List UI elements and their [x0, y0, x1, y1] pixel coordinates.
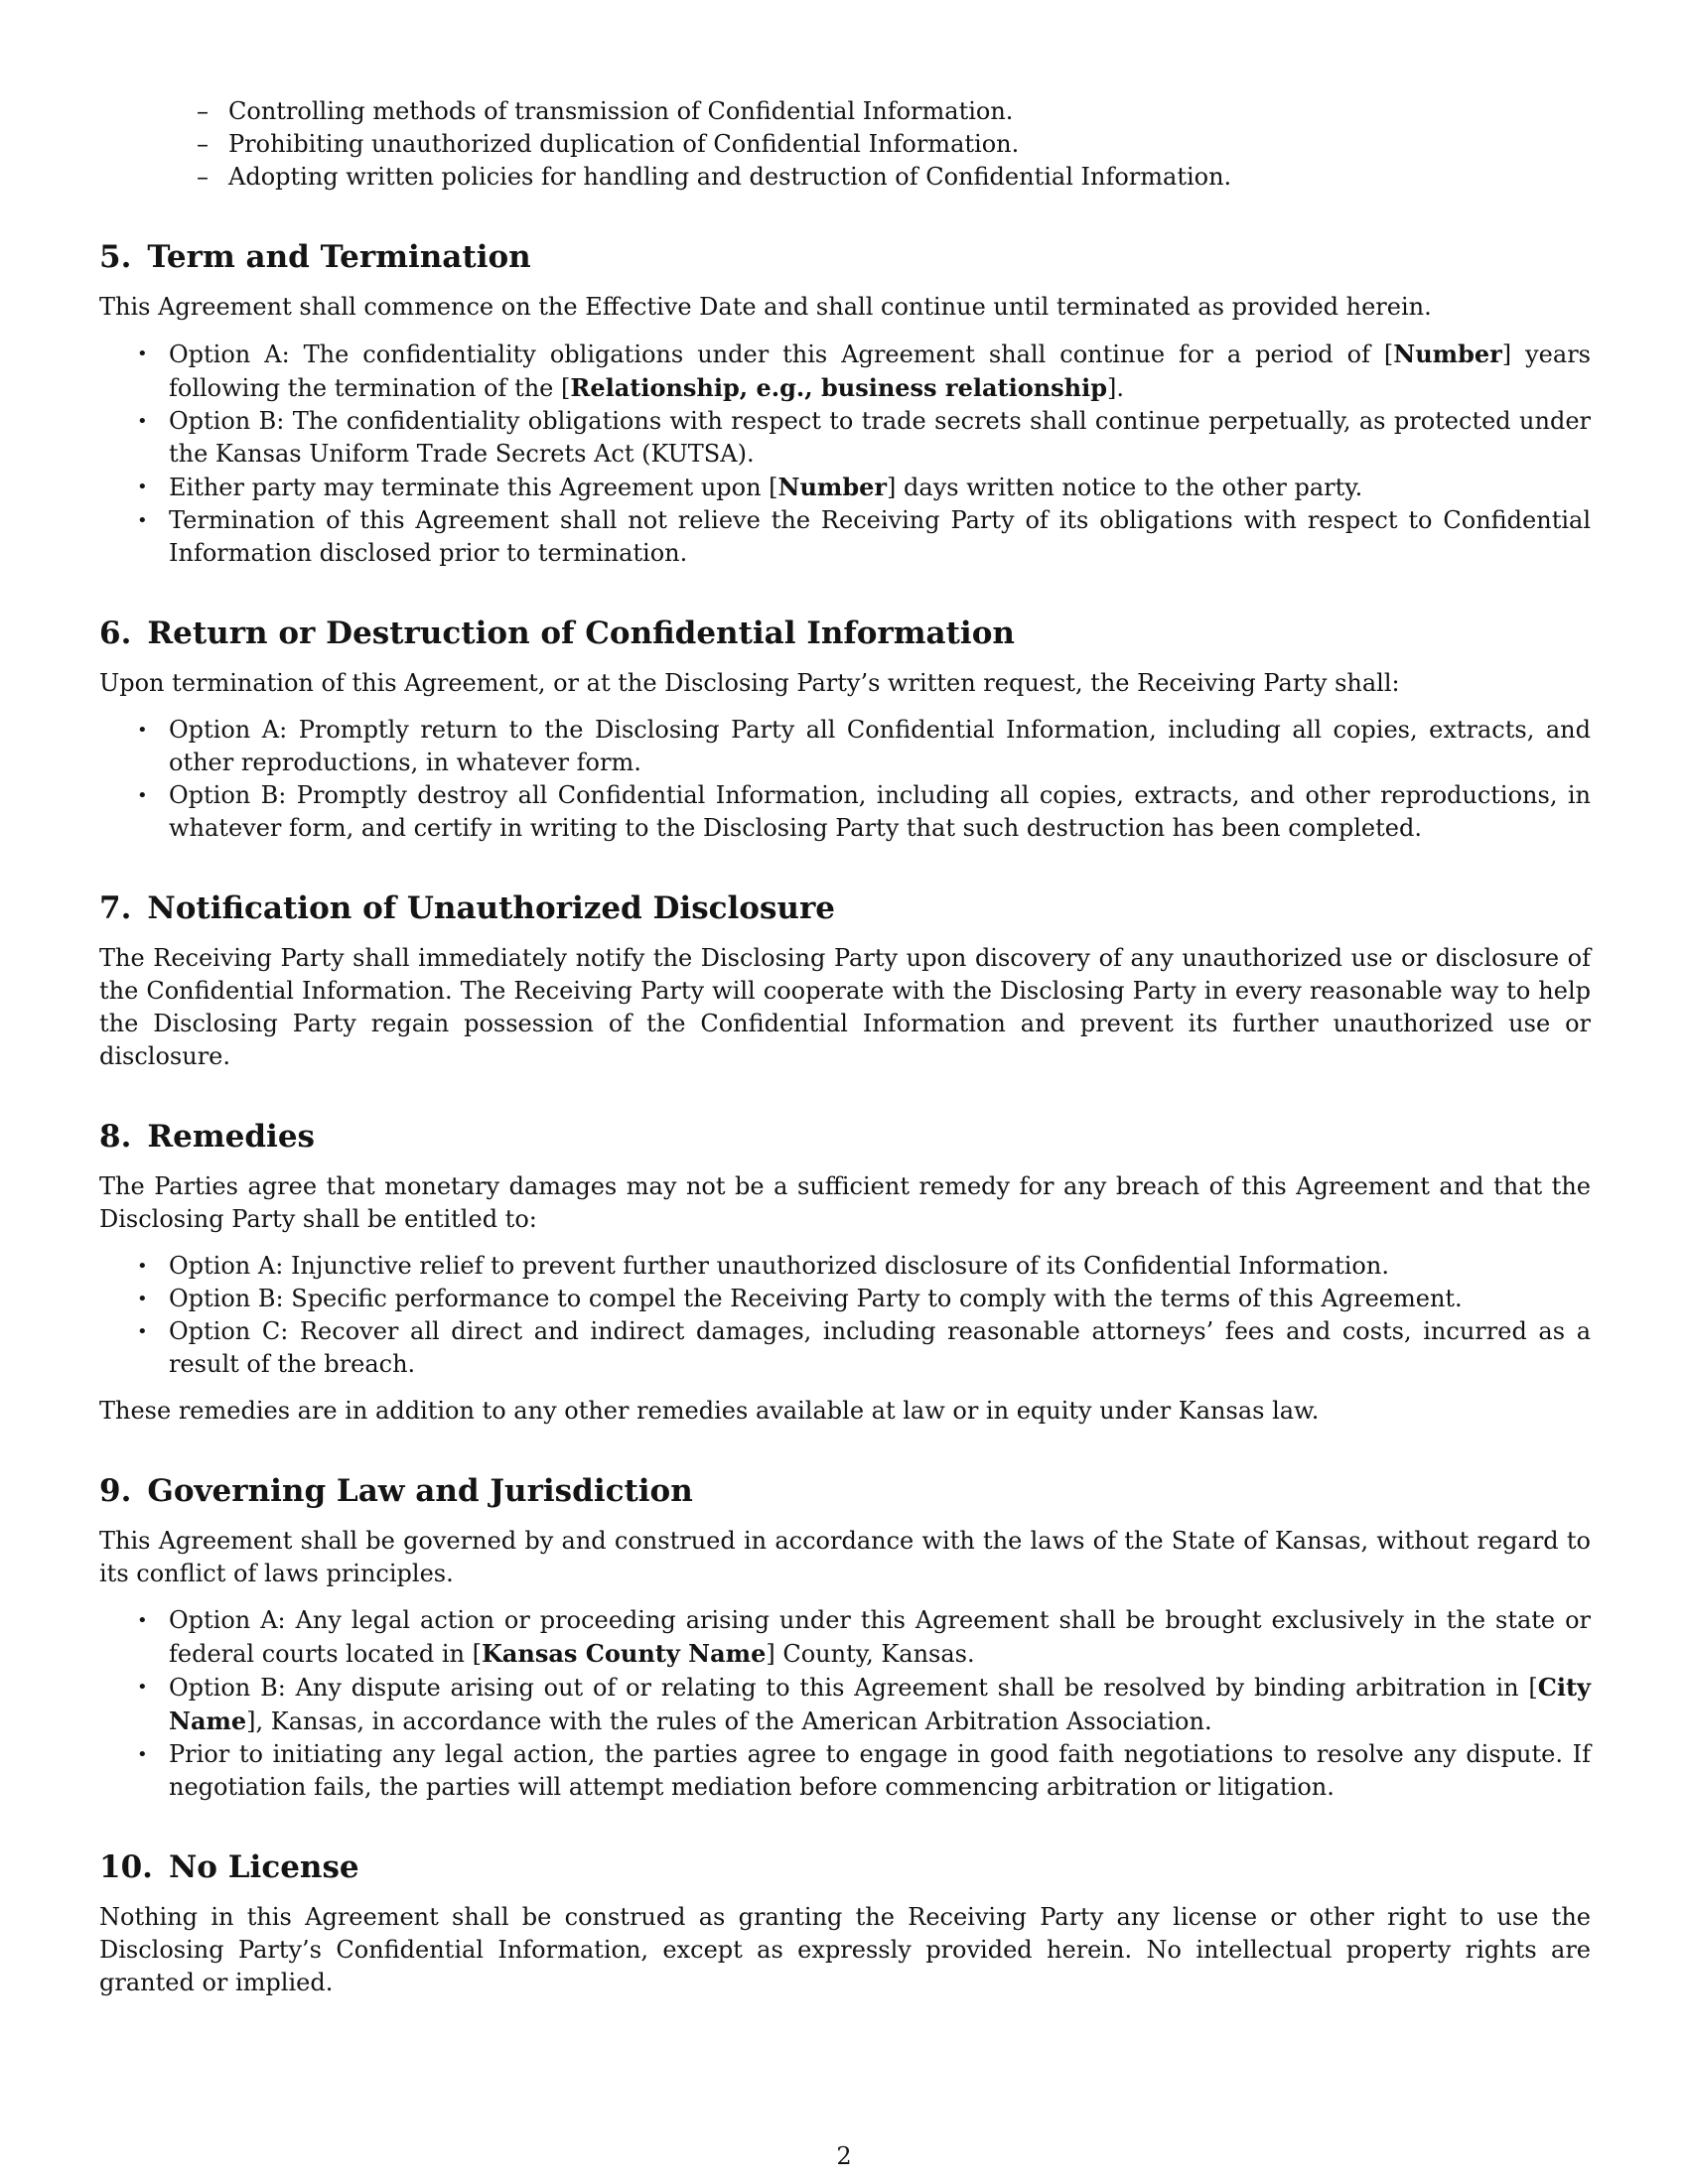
section-body: The Receiving Party shall immediately notify the Disclosing Party upon discovery of any unauthorized use or disclosure of the Confidential Information. The Receiving Party will cooperate with the Disclosing Party in every reasonable way to help the Disclosing Party regain possession of the Confidential Information and prevent its further unauthorized use or disclosure. [99, 944, 1591, 1070]
dash-marker: – [197, 97, 209, 125]
list-item: • Option C: Recover all direct and indirect damages, including reasonable attorneys’ fees and costs, incurred as a result of the breach. [137, 1317, 1591, 1378]
section-intro: The Parties agree that monetary damages may not be a sufficient remedy for any breach of this Agreement and that the Disclosing Party shall be entitled to: [99, 1172, 1591, 1233]
bullet-marker: • [137, 343, 148, 364]
page-number: 2 [836, 2142, 852, 2170]
section-heading-return-destruction: 6. Return or Destruction of Confidential Information [99, 615, 1015, 651]
list-item: • Option A: The confidentiality obligations under this Agreement shall continue for a period of [Number] years following the termination of the [Relationship, e.g., business relationship]. [137, 340, 1591, 402]
list-item: • Option B: Specific performance to compel the Receiving Party to comply with the terms of this Agreement. [99, 1283, 1591, 1315]
list-item: • Option A: Injunctive relief to prevent further unauthorized disclosure of its Confidential Information. [99, 1250, 1591, 1283]
list-item: • Option A: Any legal action or proceeding arising under this Agreement shall be brought exclusively in the state or federal courts located in [Kansas County Name] County, Kansas. [137, 1606, 1591, 1668]
list-item: • Option B: The confidentiality obligations with respect to trade secrets shall continue perpetually, as protected under the Kansas Uniform Trade Secrets Act (KUTSA). [137, 407, 1591, 468]
list-item: • Option A: Promptly return to the Disclosing Party all Confidential Information, including all copies, extracts, and other reproductions, in whatever form. [137, 716, 1591, 776]
jurisdiction-options-list [99, 1604, 1591, 1804]
bullet-marker: • [137, 1677, 148, 1698]
dash-marker: – [197, 163, 209, 191]
section-heading-remedies: 8. Remedies [99, 1119, 316, 1155]
remedies-list [99, 1250, 1591, 1381]
list-item: • Prior to initiating any legal action, the parties agree to engage in good faith negotiations to resolve any dispute. If negotiation fails, the parties will attempt mediation before commencing arbitration or litigation. [137, 1740, 1591, 1801]
dash-marker: – [197, 130, 209, 158]
placeholder-field: City Name [169, 1673, 1591, 1735]
bullet-marker: • [137, 1256, 148, 1277]
bullet-marker: • [137, 720, 148, 741]
list-item: • Termination of this Agreement shall not relieve the Receiving Party of its obligations with respect to Confidential Information disclosed prior to termination. [137, 506, 1591, 567]
list-item: • Option B: Any dispute arising out of or relating to this Agreement shall be resolved by binding arbitration in [City Name], Kansas, in accordance with the rules of the American Arbitration Association. [137, 1673, 1591, 1735]
placeholder-field: Number [1393, 340, 1502, 368]
bullet-marker: • [137, 510, 148, 531]
return-options-list [99, 714, 1591, 845]
bullet-marker: • [137, 1289, 148, 1309]
bullet-marker: • [137, 477, 148, 497]
list-item: – Prohibiting unauthorized duplication of Confidential Information. [197, 128, 1591, 161]
term-options-list [99, 338, 1591, 570]
section-intro: Upon termination of this Agreement, or at the Disclosing Party’s written request, the Receiving Party shall: [99, 669, 1400, 697]
bullet-marker: • [137, 1744, 148, 1765]
bullet-marker: • [137, 785, 148, 806]
section-closing: These remedies are in addition to any other remedies available at law or in equity under Kansas law. [99, 1397, 1320, 1425]
placeholder-field: Number [777, 473, 888, 501]
list-item: – Adopting written policies for handling and destruction of Confidential Information. [197, 161, 1591, 194]
section-body: Nothing in this Agreement shall be construed as granting the Receiving Party any license or other right to use the Disclosing Party’s Confidential Information, except as expressly provided herein. No intellectual property rights are granted or implied. [99, 1903, 1591, 1996]
section-heading-no-license: 10. No License [99, 1849, 359, 1885]
section-heading-notification: 7. Notification of Unauthorized Disclosure [99, 890, 836, 926]
placeholder-field: Relationship, e.g., business relationship [570, 373, 1108, 402]
section-heading-term-termination: 5. Term and Termination [99, 239, 531, 275]
document-page [99, 95, 1591, 1999]
list-item: – Controlling methods of transmission of Confidential Information. [197, 95, 1591, 128]
list-item: • Either party may terminate this Agreement upon [Number] days written notice to the other party. [137, 473, 1363, 501]
bullet-marker: • [137, 1321, 148, 1342]
section-intro: This Agreement shall be governed by and construed in accordance with the laws of the State of Kansas, without regard to its conflict of laws principles. [99, 1527, 1591, 1587]
section-intro: This Agreement shall commence on the Effective Date and shall continue until terminated as provided herein. [99, 293, 1432, 321]
placeholder-field: Kansas County Name [482, 1639, 767, 1668]
bullet-marker: • [137, 411, 148, 432]
bullet-marker: • [137, 1610, 148, 1631]
list-item: • Option B: Promptly destroy all Confidential Information, including all copies, extracts, and other reproductions, in whatever form, and certify in writing to the Disclosing Party that such destruction has been completed. [137, 781, 1591, 842]
section-heading-governing-law: 9. Governing Law and Jurisdiction [99, 1473, 693, 1509]
security-measures-list [197, 95, 1591, 194]
